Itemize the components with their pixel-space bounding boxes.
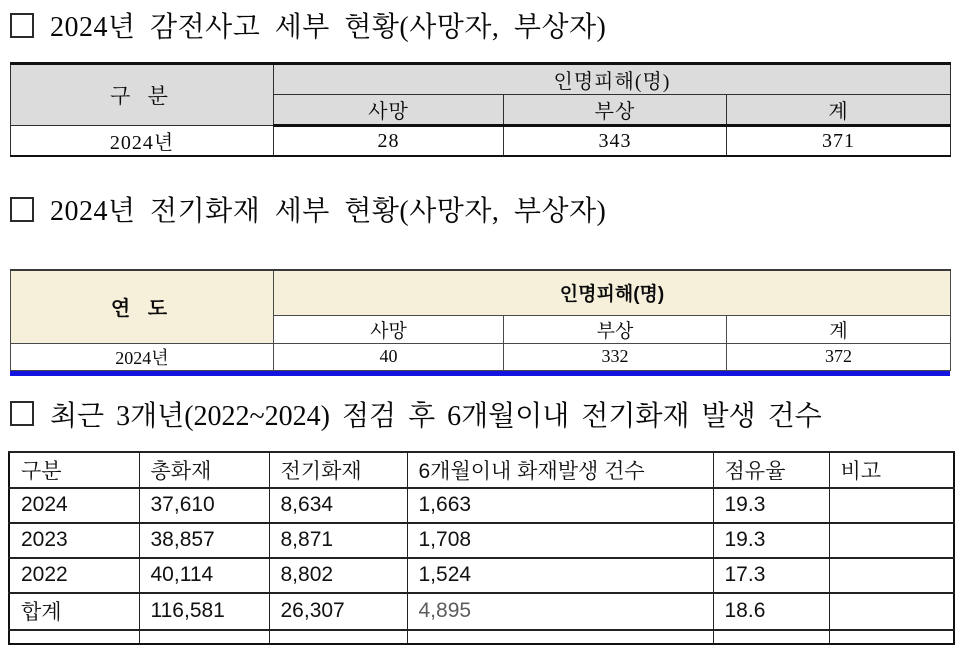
- table1-death-value: 28: [274, 126, 504, 157]
- cell-total-fires: 38,857: [139, 523, 269, 558]
- electric-fire-casualty-table: [10, 269, 951, 371]
- table2-injury-value: 332: [504, 343, 727, 370]
- cell-year: 합계: [9, 593, 139, 630]
- table3-header-category: 구분: [9, 452, 139, 488]
- table1-injury-value: 343: [504, 126, 727, 157]
- table2-subheader-total: 계: [727, 315, 951, 343]
- hollow-square-bullet-icon: [10, 13, 34, 38]
- cell-within-6months: 1,708: [407, 523, 713, 558]
- table1-subheader-total: 계: [727, 95, 951, 126]
- cell-total-fires: 40,114: [139, 558, 269, 593]
- section2-title: [10, 189, 960, 229]
- cell-share: 19.3: [713, 488, 829, 523]
- table3-row-total: [9, 593, 954, 630]
- cell-note: [829, 558, 954, 593]
- cell-within-6months: 1,524: [407, 558, 713, 593]
- table3-header-total-fires: 총화재: [139, 452, 269, 488]
- table3-header-within-6months: 6개월이내 화재발생 건수: [407, 452, 713, 488]
- cell-empty: [269, 630, 407, 644]
- cell-note: [829, 488, 954, 523]
- blue-divider-line: [10, 371, 950, 376]
- cell-year: 2024: [9, 488, 139, 523]
- fire-statistics-table: [8, 451, 955, 645]
- table1-subheader-injury: 부상: [504, 95, 727, 126]
- table2-subheader-injury: 부상: [504, 315, 727, 343]
- table1-subheader-death: 사망: [274, 95, 504, 126]
- cell-within-6months-muted: 4,895: [407, 593, 713, 630]
- report-page: [0, 5, 960, 624]
- section2-title-text: 2024년 전기화재 세부 현황(사망자, 부상자): [50, 196, 607, 227]
- table1-row-label: 2024년: [11, 126, 274, 157]
- table1-group-header: 인명피해(명): [274, 64, 951, 95]
- cell-total-fires: 37,610: [139, 488, 269, 523]
- section1-title: [10, 5, 960, 45]
- table3-header-electric-fires: 전기화재: [269, 452, 407, 488]
- cell-empty: [829, 630, 954, 644]
- table3-row-2024: [9, 488, 954, 523]
- cell-electric-fires: 8,802: [269, 558, 407, 593]
- cell-share: 19.3: [713, 523, 829, 558]
- cell-total-fires: 116,581: [139, 593, 269, 630]
- table1-corner-header: 구 분: [11, 64, 274, 126]
- table1-data-row: [11, 126, 951, 157]
- cell-share: 18.6: [713, 593, 829, 630]
- cell-empty: [9, 630, 139, 644]
- cell-year: 2023: [9, 523, 139, 558]
- table3-row-2023: [9, 523, 954, 558]
- cell-empty: [407, 630, 713, 644]
- table3-header-note: 비고: [829, 452, 954, 488]
- cell-share: 17.3: [713, 558, 829, 593]
- hollow-square-bullet-icon: [10, 401, 34, 426]
- table2-death-value: 40: [274, 343, 504, 370]
- cell-year: 2022: [9, 558, 139, 593]
- cell-electric-fires: 26,307: [269, 593, 407, 630]
- cell-electric-fires: 8,871: [269, 523, 407, 558]
- table2-corner-header: 연 도: [11, 270, 274, 343]
- table1-total-value: 371: [727, 126, 951, 157]
- cell-electric-fires: 8,634: [269, 488, 407, 523]
- section3-title: [10, 394, 960, 434]
- table2-row-label: 2024년: [11, 343, 274, 370]
- table3-header-share: 점유율: [713, 452, 829, 488]
- cell-note: [829, 593, 954, 630]
- table3-header-row: [9, 452, 954, 488]
- cell-empty: [713, 630, 829, 644]
- table2-total-value: 372: [727, 343, 951, 370]
- table2-subheader-death: 사망: [274, 315, 504, 343]
- table2-group-header: 인명피해(명): [274, 270, 951, 315]
- cell-empty: [139, 630, 269, 644]
- table3-row-2022: [9, 558, 954, 593]
- cell-within-6months: 1,663: [407, 488, 713, 523]
- hollow-square-bullet-icon: [10, 197, 34, 222]
- section1-title-text: 2024년 감전사고 세부 현황(사망자, 부상자): [50, 12, 607, 43]
- table3-partial-cutoff-row: [9, 630, 954, 644]
- section3-title-text: 최근 3개년(2022~2024) 점검 후 6개월이내 전기화재 발생 건수: [50, 400, 822, 432]
- table2-data-row: [11, 343, 951, 370]
- electric-shock-casualty-table: [10, 62, 951, 157]
- cell-note: [829, 523, 954, 558]
